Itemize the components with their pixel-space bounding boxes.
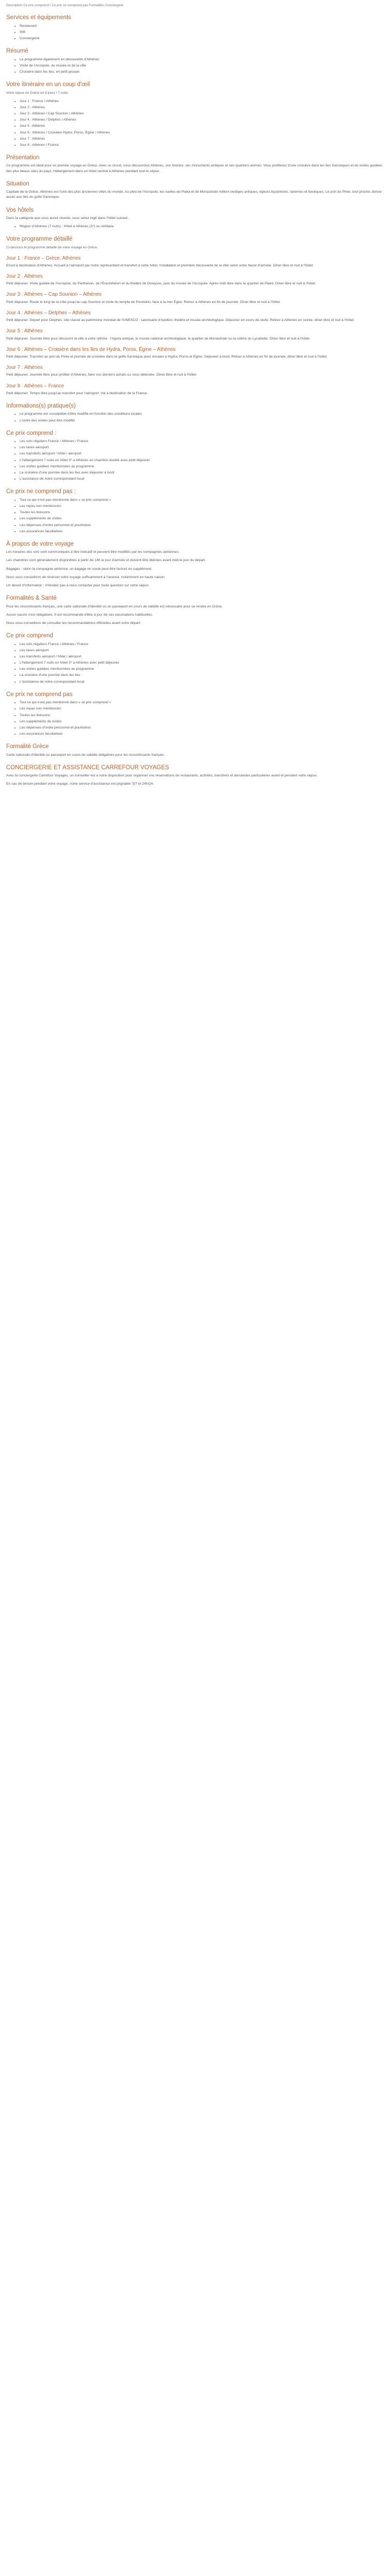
list-item: • Les visites guidées mentionnées au programme: [20, 667, 386, 672]
list-item: • Les repas non mentionnés: [20, 706, 386, 711]
day-block: [6, 256, 386, 268]
formalites-paragraph: Pour les ressortissants français, une carte nationale d'identité ou un passeport en cours de validité est nécessaire pour se rendre en Grèce.: [6, 604, 223, 608]
list-item: • L'hébergement 7 nuits en hôtel 3* à Athènes en chambre double avec petit déjeuner: [20, 458, 386, 463]
a-propos-paragraph: Nous vous conseillons de réserver votre voyage suffisamment à l'avance, notamment en haute saison.: [6, 575, 166, 579]
day-text: Petit déjeuner. Route le long de la côte jusqu'au cap Sounion et visite du temple de Poséidon, face à la mer Égée. Retour à Athènes en fin de journée. Dîner libre et nuit à l'hôtel.: [6, 300, 281, 304]
situation-title: Situation: [6, 180, 29, 187]
programme-title: Votre programme détaillé: [6, 236, 73, 243]
a-propos-paragraph: Un devoir d'information : n'hésitez pas à nous contacter pour toute question sur votre séjour.: [6, 584, 150, 588]
list-item: • La croisière d'une journée dans les îles avec déjeuner à bord: [20, 470, 386, 476]
list-item: • Jour 5 : Athènes: [20, 124, 386, 129]
list-item: • Conciergerie: [20, 36, 386, 41]
conciergerie-paragraph: Avec la conciergerie Carrefour Voyages, un conseiller est à votre disposition pour organiser vos réservations de restaurants, activités, transferts et demandes particulières avant et pendant votre séjour.: [6, 774, 318, 778]
list-item: • Wifi: [20, 30, 386, 35]
list-item: • Jour 6 : Athènes / Croisière Hydra, Poros, Égine / Athènes: [20, 130, 386, 135]
list-item: • Visite de l'Acropole, du musée et de la ville: [20, 63, 386, 69]
services-title: Services et équipements: [6, 14, 71, 21]
list-item: • L'hébergement 7 nuits en hôtel 3* à Athènes avec petit déjeuner: [20, 660, 386, 666]
list-item: • L'assistance de notre correspondant local: [20, 680, 386, 685]
list-item: • Les dépenses d'ordre personnel et pourboires: [20, 725, 386, 731]
list-item: • Tout ce qui n'est pas mentionné dans « ce prix comprend »: [20, 498, 386, 503]
prix-ne-comprend-2-list: [6, 700, 386, 737]
list-item: • Jour 1 : France / Athènes: [20, 99, 386, 104]
a-propos-title: À propos de votre voyage: [6, 540, 74, 547]
conciergerie-paragraph: En cas de besoin pendant votre voyage, notre service d'assistance est joignable 7j/7 et 24h/24.: [6, 782, 154, 786]
list-item: • Les vols réguliers France / Athènes / France: [20, 642, 386, 647]
list-item: • Jour 3 : Athènes / Cap Sounion / Athènes: [20, 111, 386, 116]
list-item: • Les suppléments de visites: [20, 516, 386, 521]
formalite-grece-text: Carte nationale d'identité ou passeport en cours de validité obligatoire pour les ressortissants français.: [6, 753, 165, 757]
list-item: • Les repas non mentionnés: [20, 504, 386, 509]
day-block: [6, 310, 386, 323]
list-item: • Le programme également en découverte d'Athènes: [20, 57, 386, 62]
list-item: • Les dépenses d'ordre personnel et pourboires: [20, 523, 386, 528]
itineraire-list: [6, 99, 386, 148]
prix-comprend-2-title: Ce prix comprend: [6, 633, 53, 639]
prix-ne-comprend-2-title: Ce prix ne comprend pas: [6, 691, 73, 698]
a-propos-paragraph: Les chambres sont généralement disponibles à partir de 14h le jour d'arrivée et doivent être libérées avant midi le jour du départ.: [6, 558, 206, 563]
informations-list: [6, 412, 386, 423]
day-title: Jour 5 : Athènes: [6, 328, 43, 334]
list-item: • Jour 8 : Athènes / France: [20, 143, 386, 148]
list-item: • Région d'Athènes (7 nuits) : Hôtel à Athènes (3*) ou similaire: [20, 224, 386, 229]
day-title: Jour 8 : Athènes – France: [6, 383, 64, 389]
day-text: Petit déjeuner. Transfert au port du Pirée et journée de croisière dans le golfe Saronique avec escales à Hydra, Poros et Égine. Déjeuner à bord. Retour à Athènes en fin de journée, dîner libre et nuit à l'hôtel.: [6, 354, 328, 359]
day-text: Petit déjeuner. Journée libre pour profiter d'Athènes, faire vos derniers achats ou vous détendre. Dîner libre et nuit à l'hôtel.: [6, 373, 197, 377]
list-item: • La croisière d'une journée dans les îles: [20, 673, 386, 678]
day-text: Envol à destination d'Athènes. Accueil à l'aéroport par notre représentant et transfert à votre hôtel. Installation et première découverte de la ville selon votre heure d'arrivée. Dîner libre et nuit à l'hôtel.: [6, 263, 314, 267]
day-title: Jour 4 : Athènes – Delphes – Athènes: [6, 310, 91, 316]
day-block: [6, 274, 386, 286]
list-item: • Les transferts aéroport / hôtel / aéroport: [20, 451, 386, 456]
day-title: Jour 3 : Athènes – Cap Sounion – Athènes: [6, 292, 102, 298]
list-item: • Jour 2 : Athènes: [20, 105, 386, 110]
hotels-list: [6, 224, 386, 229]
prix-ne-comprend-list: [6, 498, 386, 534]
list-item: • Les transferts aéroport / hôtel / aéroport: [20, 654, 386, 659]
list-item: • Croisière dans les îles, en petit groupe: [20, 70, 386, 75]
list-item: • Les visites guidées mentionnées au programme: [20, 464, 386, 469]
presentation-title: Présentation: [6, 155, 40, 161]
day-block: [6, 383, 386, 396]
resume-list: [6, 57, 386, 75]
hotels-intro: Dans la catégorie que vous aurez choisie, vous serez logé dans l'hôtel suivant :: [6, 216, 129, 220]
list-item: • Tout ce qui n'est pas mentionné dans « ce prix comprend »: [20, 700, 386, 705]
list-item: • Jour 7 : Athènes: [20, 137, 386, 142]
day-title: Jour 6 : Athènes – Croisière dans les îles de Hydra, Poros, Égine – Athènes: [6, 346, 176, 352]
day-block: [6, 328, 386, 341]
formalites-paragraph: Aucun vaccin n'est obligatoire. Il est recommandé d'être à jour de ses vaccinations habituelles.: [6, 613, 153, 617]
day-block: [6, 347, 386, 360]
list-item: • Les taxes aéroport: [20, 648, 386, 653]
programme-intro: Ci-dessous le programme détaillé de votre voyage en Grèce.: [6, 245, 98, 249]
page: [0, 0, 391, 795]
day-title: Jour 2 : Athènes: [6, 274, 43, 280]
conciergerie-title: CONCIERGERIE ET ASSISTANCE CARREFOUR VOYAGES: [6, 764, 169, 771]
hotels-title: Vos hôtels: [6, 207, 34, 213]
prix-comprend-list: [6, 439, 386, 482]
list-item: • Les vols réguliers France / Athènes / France: [20, 439, 386, 444]
situation-text: Capitale de la Grèce, Athènes est l'une des plus anciennes villes du monde. Au pied de l'Acropole, les ruelles de Plaka et de Monastiraki mêlent vestiges antiques, églises byzantines, tavernes et boutiques. Le port du Pirée, tout proche, donne accès aux îles du golfe Saronique.: [6, 190, 382, 199]
section-nav-line: Description Ce prix comprend / Ce prix ne comprend pas Formalités Conciergerie: [6, 4, 124, 7]
resume-title: Résumé: [6, 48, 28, 55]
list-item: • Jour 4 : Athènes / Delphes / Athènes: [20, 117, 386, 123]
day-text: Petit déjeuner. Journée libre pour découvrir la ville à votre rythme : l'Agora antique, le musée national archéologique, le quartier de Monastiraki ou la colline du Lycabette. Dîner libre et nuit à l'hôtel.: [6, 336, 311, 341]
prix-comprend-2-list: [6, 642, 386, 685]
prix-comprend-title: Ce prix comprend :: [6, 430, 57, 436]
day-title: Jour 7 : Athènes: [6, 365, 43, 371]
list-item: • Toutes les boissons: [20, 713, 386, 718]
a-propos-paragraph: Les horaires des vols sont communiqués à titre indicatif et peuvent être modifiés par les compagnies aériennes.: [6, 550, 180, 554]
day-text: Petit déjeuner. Visite guidée de l'Acropole, du Parthénon, de l'Érechthéion et du théâtre de Dionysos, puis du musée de l'Acropole. Après-midi libre dans le quartier de Plaka. Dîner libre et nuit à l'hôtel.: [6, 282, 316, 286]
list-item: • Les assurances facultatives: [20, 732, 386, 737]
list-item: • Le programme est susceptible d'être modifié en fonction des conditions locales: [20, 412, 386, 417]
list-item: • L'ordre des visites peut être modifié: [20, 418, 386, 423]
list-item: • Restaurant: [20, 24, 386, 29]
day-block: [6, 292, 386, 304]
day-text: Petit déjeuner. Temps libre jusqu'au transfert pour l'aéroport. Vol à destination de la France.: [6, 391, 148, 395]
formalite-grece-title: Formalité Grèce: [6, 743, 49, 750]
day-text: Petit déjeuner. Départ pour Delphes, site classé au patrimoine mondial de l'UNESCO : sanctuaire d'Apollon, théâtre et musée archéologique. Déjeuner en cours de visite. Retour à Athènes en soirée, dîner libre et nuit à l'hôtel.: [6, 318, 355, 323]
list-item: • Toutes les boissons: [20, 510, 386, 515]
presentation-text: Ce programme est idéal pour un premier voyage en Grèce. Avec ce circuit, vous découvrirez Athènes, son histoire, ses monuments antiques et ses quartiers animés. Vous profiterez d'une croisière dans les îles Saroniques et de visites guidées des plus beaux sites du pays. Hébergement dans un hôtel central à Athènes pendant tout le séjour.: [6, 164, 383, 173]
list-item: • Les assurances facultatives: [20, 529, 386, 534]
day-title: Jour 1 : France – Grèce, Athènes: [6, 255, 81, 261]
a-propos-paragraph: Bagages : selon la compagnie aérienne, un bagage en soute peut être facturé en supplément.: [6, 567, 153, 571]
formalites-title: Formalités & Santé: [6, 595, 57, 602]
prix-ne-comprend-title: Ce prix ne comprend pas :: [6, 488, 76, 495]
day-block: [6, 365, 386, 378]
list-item: • Les suppléments de visites: [20, 719, 386, 724]
itineraire-intro: Votre séjour en Grèce en 8 jours / 7 nuits: [6, 91, 68, 95]
services-list: [6, 24, 386, 42]
list-item: • Les taxes aéroport: [20, 445, 386, 450]
informations-title: Informations(s) pratique(s): [6, 402, 76, 409]
formalites-paragraph: Nous vous conseillons de consulter les recommandations officielles avant votre départ.: [6, 621, 141, 625]
list-item: • L'assistance de notre correspondant local: [20, 477, 386, 482]
itineraire-title: Votre itinéraire en un coup d'œil: [6, 81, 90, 88]
